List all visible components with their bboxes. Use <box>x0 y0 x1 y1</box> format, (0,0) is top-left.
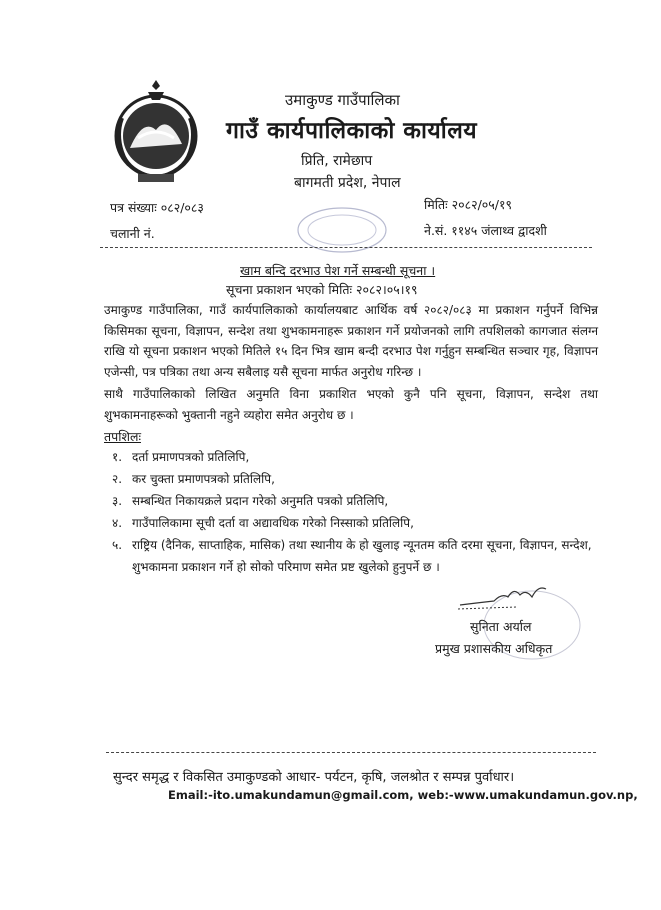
header-divider <box>100 247 592 248</box>
list-item: ३. सम्बन्धित निकायक्रले प्रदान गरेको अनुमति पत्रको प्रतिलिपि, <box>112 494 389 508</box>
footer-contact: Email:-ito.umakundamun@gmail.com, web:-www.umakundamun.gov.np, <box>168 788 638 802</box>
nepal-government-emblem-icon <box>108 78 204 186</box>
signatory-name: सुनिता अर्याल <box>470 619 532 634</box>
tapasil-label: तपशिलः <box>104 429 141 444</box>
list-item: १. दर्ता प्रमाणपत्रको प्रतिलिपि, <box>112 450 250 464</box>
list-item: २. कर चुक्ता प्रमाणपत्रको प्रतिलिपि, <box>112 472 275 486</box>
list-item: ५. राष्ट्रिय (दैनिक, साप्ताहिक, मासिक) तथा स्थानीय के हो खुलाइ न्यूनतम कति दरमा सूचना, विज्ञापन, सन्देश, शुभकामना प्रकाशन गर्ने हो सोको परिमाण समेत प्रष्ट खुलेको हुनुपर्ने छ । <box>112 538 592 574</box>
publish-date: सूचना प्रकाशन भएको मितिः २०८२।०५।१९ <box>226 282 418 297</box>
office-province: बागमती प्रदेश, नेपाल <box>294 175 401 191</box>
footer-tagline: सुन्दर समृद्ध र विकसित उमाकुण्डको आधार- पर्यटन, कृषि, जलश्रोत र सम्पन्न पुर्वाधार। <box>113 770 515 785</box>
chalani-number: चलानी नं. <box>110 226 155 241</box>
handwritten-signature-icon <box>456 583 556 613</box>
nepal-sambat-date: ने.सं. ११४५ जंलाथ्व द्वादशी <box>424 223 547 238</box>
letter-number: पत्र संख्याः ०८२/०८३ <box>110 200 204 215</box>
notice-paragraph-1: उमाकुण्ड गाउँपालिका, गाउँ कार्यपालिकाको कार्यालयबाट आर्थिक वर्ष २०८२/०८३ मा प्रकाशन गर्नुपर्ने विभिन्न किसिमका सूचना, विज्ञापन, सन्देश तथा शुभकामनाहरू प्रकाशन गर्ने प्रयोजनको लागि तपशिलको कागजात संलग्न राखि यो सूचना प्रकाशन भएको मितिले १५ दिन भित्र खाम बन्दी दरभाउ पेश गर्नुहुन सम्बन्धित सञ्चार गृह, विज्ञापन एजेन्सी, पत्र पत्रिका तथा अन्य सबैलाइ यसै सूचना मार्फत अनुरोध गरिन्छ । <box>104 303 598 379</box>
requirements-list <box>112 446 600 578</box>
footer-divider <box>106 752 596 753</box>
municipality-name: उमाकुण्ड गाउँपालिका <box>285 91 400 109</box>
list-item: ४. गाउँपालिकामा सूची दर्ता वा अद्यावधिक गरेको निस्साको प्रतिलिपि, <box>112 516 414 530</box>
office-title: गाउँ कार्यपालिकाको कार्यालय <box>226 118 478 144</box>
signatory-title: प्रमुख प्रशासकीय अधिकृत <box>435 641 553 656</box>
notice-subject: खाम बन्दि दरभाउ पेश गर्ने सम्बन्धी सूचना । <box>240 263 436 278</box>
notice-paragraph-2: साथै गाउँपालिकाको लिखित अनुमति विना प्रकाशित भएको कुनै पनि सूचना, विज्ञापन, सन्देश तथा शुभकामनाहरूको भुक्तानी नहुने व्यहोरा समेत अनुरोध छ । <box>104 387 598 422</box>
office-place: प्रिति, रामेछाप <box>301 153 373 169</box>
letter-date: मितिः २०८२/०५/१९ <box>424 197 512 212</box>
